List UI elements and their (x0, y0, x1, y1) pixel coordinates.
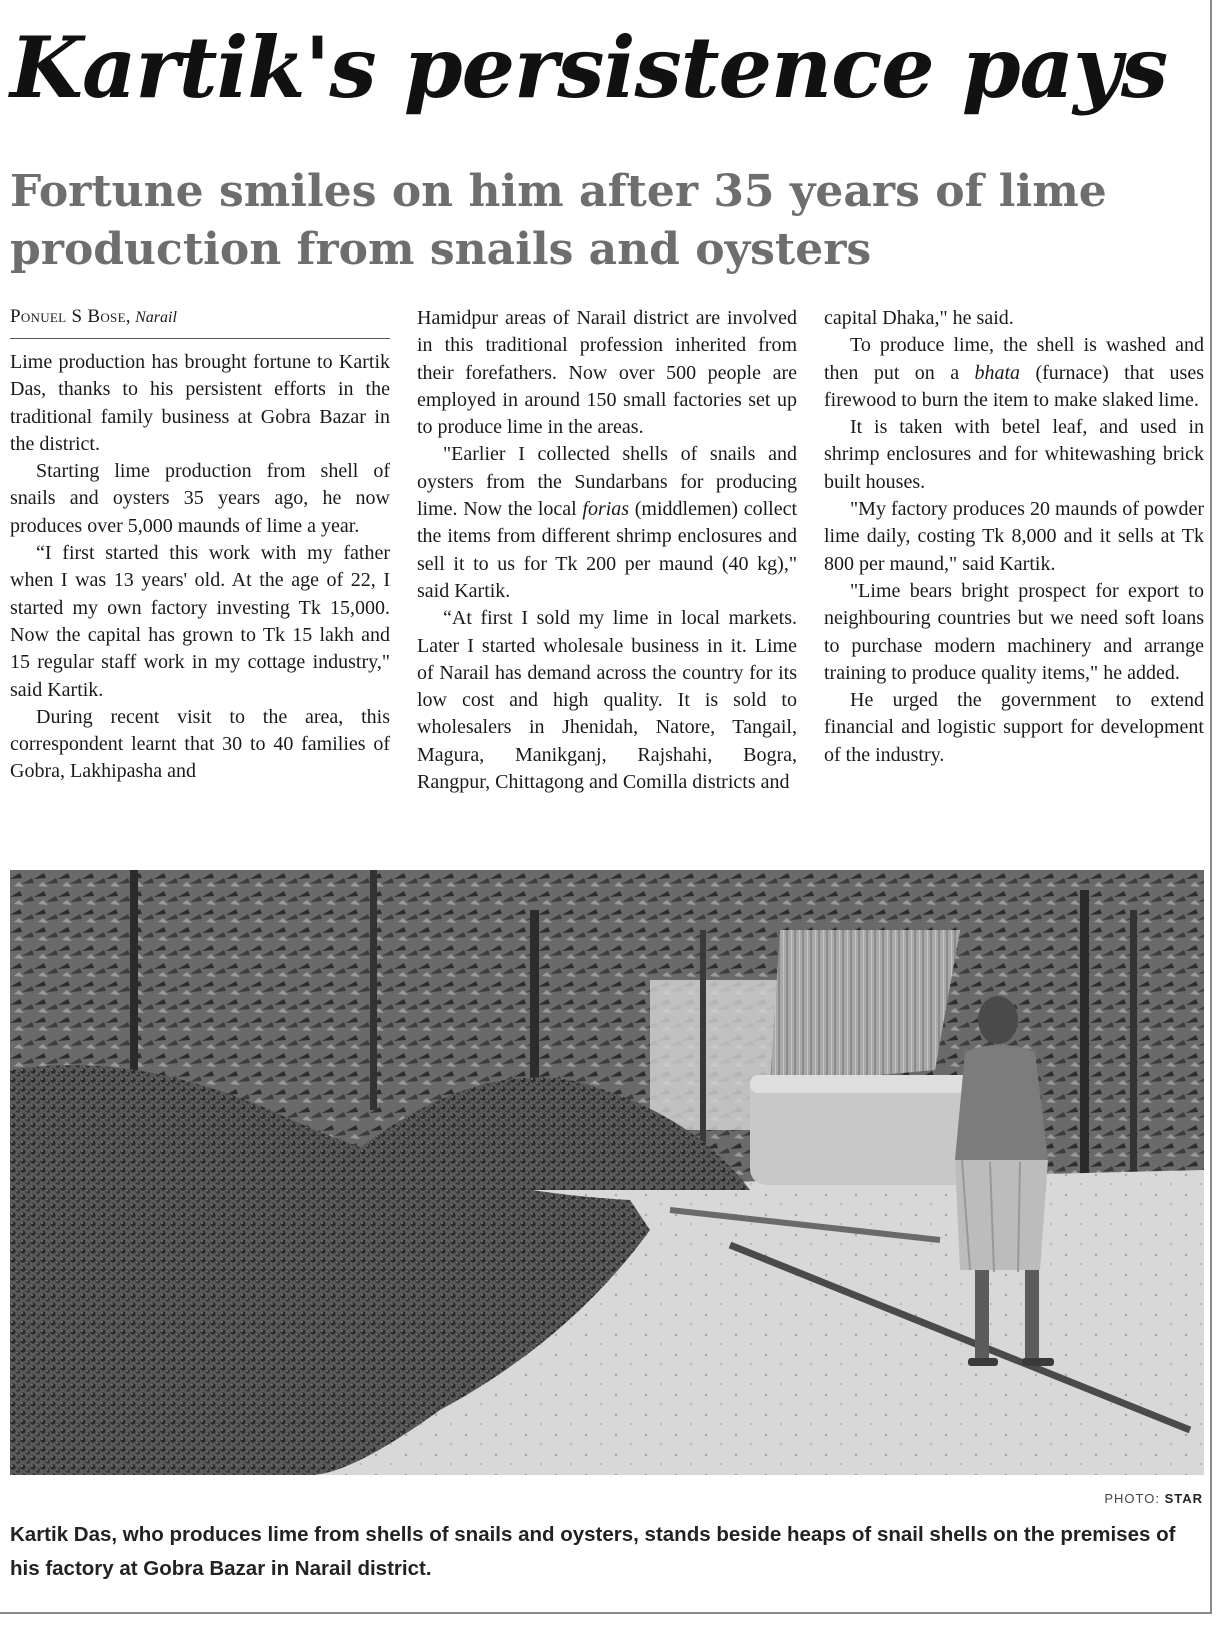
paragraph-text: (furnace) that uses firewood to burn the item to make slaked lime. (824, 361, 1204, 411)
paragraph: "My factory produces 20 maunds of powder lime daily, costing Tk 8,000 and it sells at Tk 800 per maund," said Kartik. (824, 498, 1204, 575)
paragraph: He urged the government to extend financial and logistic support for development of the industry. (824, 689, 1204, 766)
paragraph: Hamidpur areas of Narail district are involved in this traditional profession inherited from their forefathers. Now over 500 people are employed in around 150 small factories set up to produce lime in the areas. (417, 307, 797, 439)
paragraph: capital Dhaka," he said. (824, 307, 1014, 329)
emphasis-term: forias (582, 498, 630, 521)
photo-caption: Kartik Das, who produces lime from shells of snails and oysters, stands beside heaps of snail shells on the premises of his factory at Gobra Bazar in Narail district. (10, 1523, 1176, 1580)
paragraph: Starting lime production from shell of snails and oysters 35 years ago, he now produces over 5,000 maunds of lime a year. (10, 460, 390, 537)
paragraph-text: To produce lime, the shell is washed and then put on a (824, 334, 1204, 384)
article-column-1 (10, 305, 390, 853)
subheadline: Fortune smiles on him after 35 years of lime production from snails and oysters (10, 166, 1107, 275)
photo-credit-source: STAR (1164, 1491, 1203, 1506)
article-column-2 (417, 305, 797, 853)
paragraph (417, 441, 797, 605)
byline (10, 305, 390, 339)
paragraph-text: "Earlier I collected shells of snails and oysters from the Sundarbans for producing lime. Now the local (417, 443, 797, 521)
paragraph-text: (middlemen) collect the items from different shrimp enclosures and sell it to us for Tk 200 per maund (40 kg)," said Kartik. (417, 498, 798, 602)
paragraph (824, 332, 1204, 414)
byline-location: Narail (135, 309, 177, 326)
article-body (10, 305, 1204, 853)
photo-credit (1104, 1491, 1203, 1506)
paragraph: "Lime bears bright prospect for export to neighbouring countries but we need soft loans to purchase modern machinery and arrange training to produce quality items," he added. (824, 579, 1204, 684)
emphasis-term: bhata (974, 361, 1021, 384)
paragraph: Lime production has brought fortune to Kartik Das, thanks to his persistent efforts in the traditional family business at Gobra Bazar in the district. (10, 351, 390, 455)
article-column-3 (824, 305, 1204, 853)
photo-credit-label: PHOTO: (1104, 1491, 1160, 1506)
paragraph: It is taken with betel leaf, and used in shrimp enclosures and for whitewashing brick built houses. (824, 416, 1204, 493)
headline: Kartik's persistence pays (10, 18, 1168, 117)
news-photo (10, 870, 1204, 1475)
byline-author: Ponuel S Bose, (10, 306, 131, 327)
paragraph: “At first I sold my lime in local markets. Later I started wholesale business in it. Lime of Narail has demand across the country for its low cost and high quality. It is sold to wholesalers in Jhenidah, Natore, Tangail, Magura, Manikganj, Rajshahi, Bogra, Rangpur, Chittagong and Comilla districts and (417, 607, 797, 794)
paragraph: “I first started this work with my father when I was 13 years' old. At the age of 22, I started my own factory investing Tk 15,000. Now the capital has grown to Tk 15 lakh and 15 regular staff work in my cottage industry," said Kartik. (10, 542, 390, 701)
paragraph: During recent visit to the area, this correspondent learnt that 30 to 40 families of Gobra, Lakhipasha and (10, 705, 390, 783)
